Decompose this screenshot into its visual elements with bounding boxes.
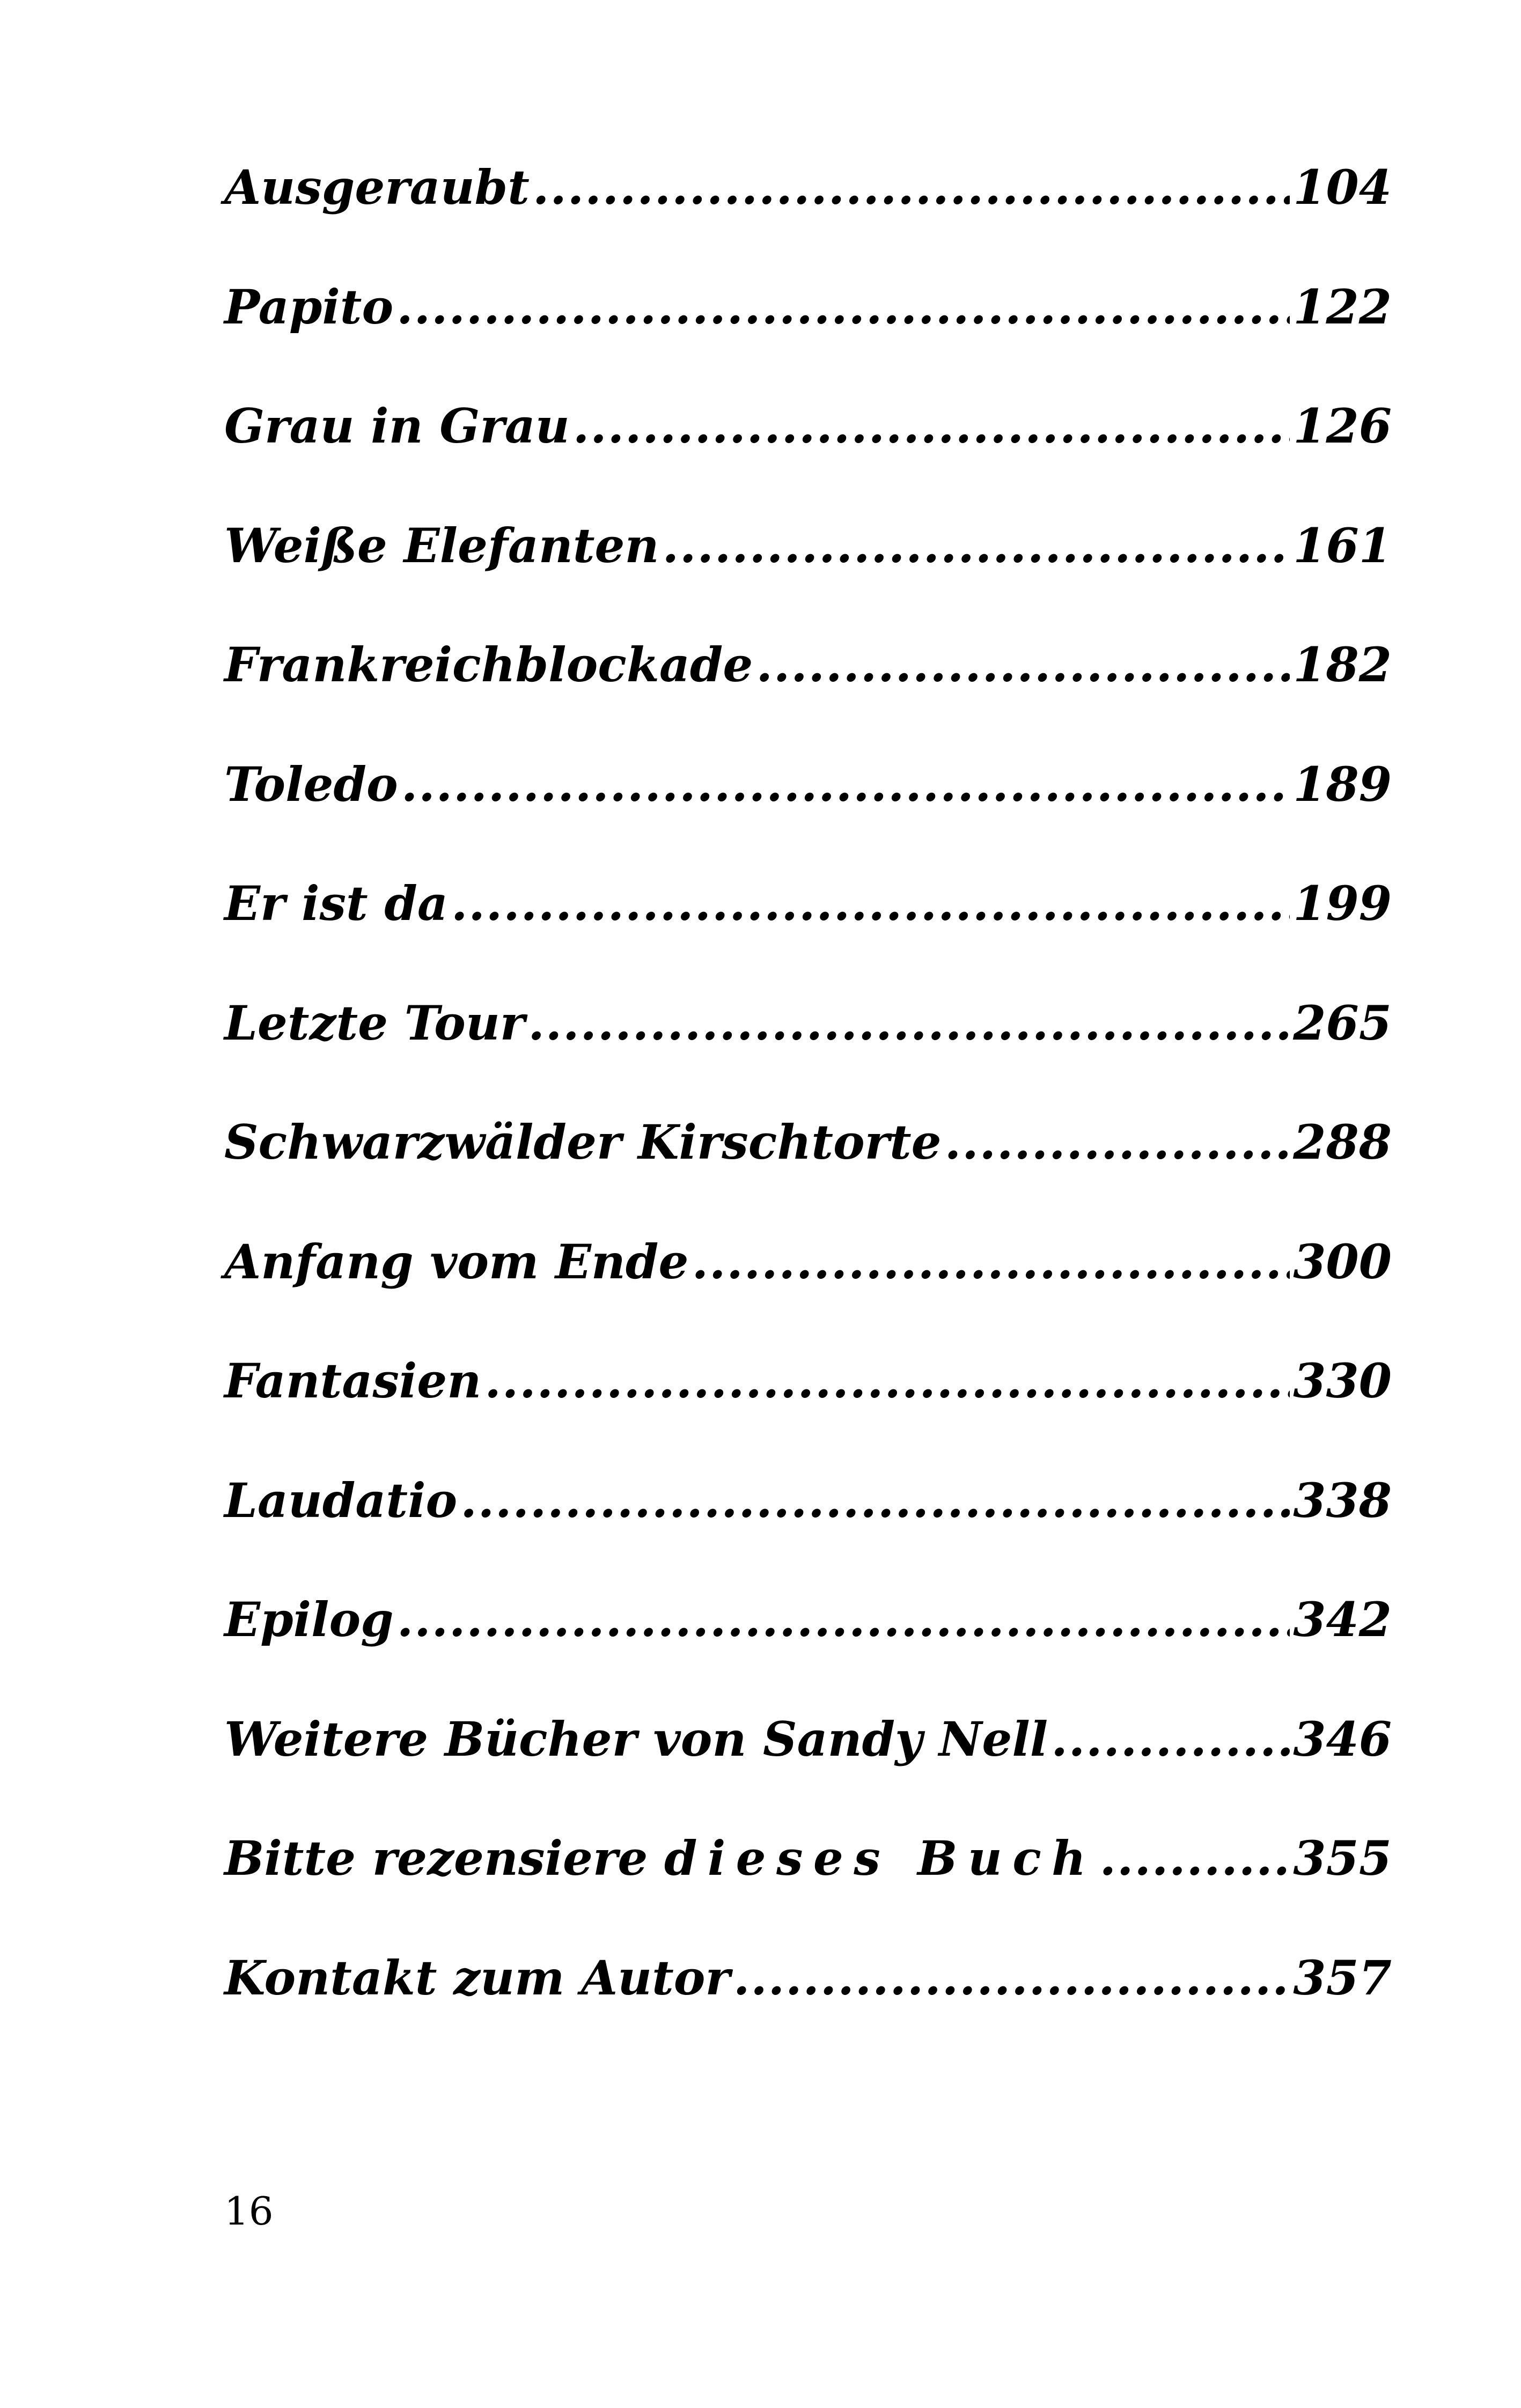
toc-dot-leader xyxy=(945,1118,1290,1166)
toc-dot-leader xyxy=(460,1477,1290,1524)
toc-dot-leader xyxy=(692,1238,1290,1285)
toc-entry-page: 357 xyxy=(1293,1949,1392,2006)
toc-entry-page: 182 xyxy=(1293,637,1392,693)
toc-entry-page: 122 xyxy=(1293,278,1392,335)
toc-entry-title: Weitere Bücher von Sandy Nell xyxy=(224,1711,1048,1767)
toc-entry-page: 288 xyxy=(1293,1114,1392,1170)
toc-entry-page: 330 xyxy=(1293,1353,1392,1409)
toc-entry-title: Papito xyxy=(224,278,394,335)
toc-dot-leader xyxy=(1051,1715,1290,1763)
toc-dot-leader xyxy=(401,761,1290,808)
toc-entry[interactable] xyxy=(224,398,1392,522)
toc-entry[interactable] xyxy=(224,1830,1392,1954)
table-of-contents xyxy=(224,159,1392,2073)
toc-entry[interactable] xyxy=(224,875,1392,999)
toc-dot-leader xyxy=(663,522,1290,569)
toc-dot-leader xyxy=(1100,1835,1290,1882)
toc-dot-leader xyxy=(756,641,1290,688)
toc-entry-title-prefix: Bitte rezensiere xyxy=(224,1830,664,1886)
toc-entry-page: 346 xyxy=(1293,1711,1392,1767)
toc-entry-title: Kontakt zum Autor xyxy=(224,1949,730,2006)
toc-entry-title: Er ist da xyxy=(224,875,448,931)
toc-dot-leader xyxy=(397,1596,1290,1643)
toc-entry-title: Anfang vom Ende xyxy=(224,1233,689,1290)
toc-entry-page: 104 xyxy=(1293,159,1392,215)
toc-entry[interactable] xyxy=(224,1949,1392,2074)
toc-entry-page: 338 xyxy=(1293,1472,1392,1528)
toc-entry-title: Frankreichblockade xyxy=(224,637,753,693)
toc-dot-leader xyxy=(484,1357,1290,1404)
toc-entry[interactable] xyxy=(224,1233,1392,1358)
toc-dot-leader xyxy=(396,283,1290,330)
toc-entry-page: 161 xyxy=(1293,517,1392,573)
toc-entry[interactable] xyxy=(224,1472,1392,1596)
toc-entry[interactable] xyxy=(224,1711,1392,1835)
toc-dot-leader xyxy=(573,402,1290,450)
toc-entry-page: 300 xyxy=(1293,1233,1392,1290)
toc-entry[interactable] xyxy=(224,756,1392,880)
toc-entry-title: Letzte Tour xyxy=(224,995,525,1051)
toc-entry-page: 189 xyxy=(1293,756,1392,812)
toc-entry-title xyxy=(224,1830,1097,1886)
toc-dot-leader xyxy=(528,999,1290,1047)
toc-dot-leader xyxy=(451,880,1290,927)
toc-entry-page: 126 xyxy=(1293,398,1392,454)
toc-entry[interactable] xyxy=(224,1592,1392,1715)
toc-entry[interactable] xyxy=(224,517,1392,642)
toc-entry[interactable] xyxy=(224,637,1392,761)
toc-entry[interactable] xyxy=(224,159,1392,283)
toc-entry-page: 342 xyxy=(1293,1592,1392,1647)
toc-entry-title: Schwarzwälder Kirschtorte xyxy=(224,1114,942,1170)
toc-entry-page: 265 xyxy=(1293,995,1392,1051)
toc-dot-leader xyxy=(533,164,1290,211)
toc-entry-page: 355 xyxy=(1293,1830,1392,1886)
toc-entry[interactable] xyxy=(224,1353,1392,1477)
toc-entry-page: 199 xyxy=(1293,875,1392,931)
toc-dot-leader xyxy=(733,1954,1290,2001)
toc-entry-title: Laudatio xyxy=(224,1472,458,1528)
toc-entry-title: Ausgeraubt xyxy=(224,159,530,215)
toc-entry-title: Fantasien xyxy=(224,1353,482,1409)
toc-entry-title: Weiße Elefanten xyxy=(224,517,659,573)
toc-entry[interactable] xyxy=(224,278,1392,403)
toc-entry[interactable] xyxy=(224,1114,1392,1238)
toc-entry-title: Toledo xyxy=(224,756,398,812)
toc-entry-title: Epilog xyxy=(224,1592,394,1647)
toc-entry-title: Grau in Grau xyxy=(224,398,570,454)
toc-entry[interactable] xyxy=(224,995,1392,1119)
toc-entry-title-spaced: dieses Buch xyxy=(664,1830,1097,1886)
page-number: 16 xyxy=(224,2189,274,2234)
